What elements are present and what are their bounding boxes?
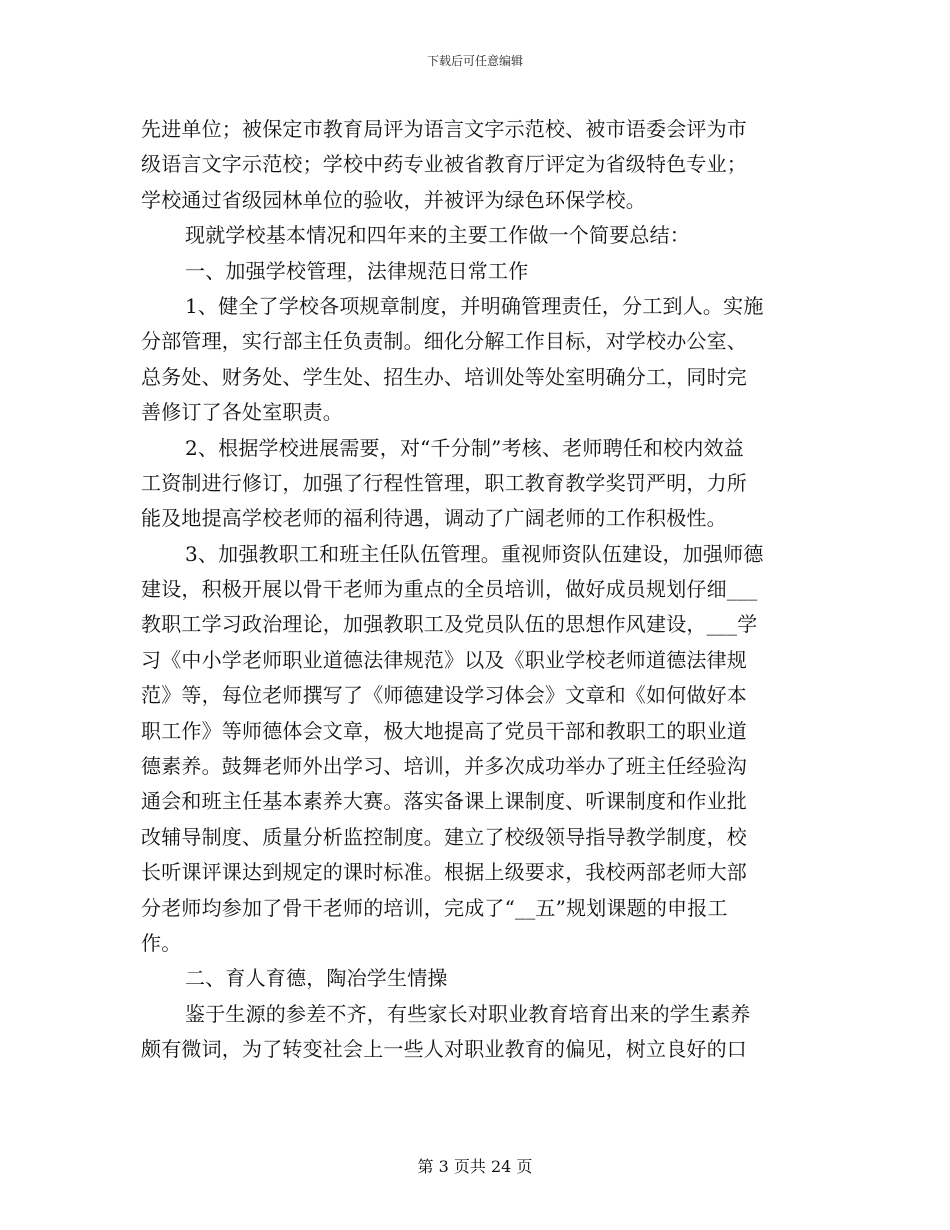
text-line: 教职工学习政治理论，加强教职工及党员队伍的思想作风建设，___学: [141, 612, 758, 637]
text-line: 善修订了各处室职责。: [141, 400, 343, 425]
paragraph-intro: 现就学校基本情况和四年来的主要工作做一个简要总结：: [185, 223, 690, 248]
text-line: 鉴于生源的参差不齐，有些家长对职业教育培育出来的学生素养: [185, 1001, 751, 1026]
text-line: 长听课评课达到规定的课时标准。根据上级要求，我校两部老师大部: [141, 860, 747, 885]
text-line: 分老师均参加了骨干老师的培训，完成了“__五”规划课题的申报工: [141, 895, 728, 920]
text-line: 工资制进行修订，加强了行程性管理，职工教育教学奖罚严明，力所: [141, 470, 747, 495]
text-line: 2、根据学校进展需要，对“千分制”考核、老师聘任和校内效益: [185, 435, 744, 460]
text-line: 范》等，每位老师撰写了《师德建设学习体会》文章和《如何做好本: [141, 683, 747, 708]
section-heading-2: 二、育人育德，陶冶学生情操: [185, 966, 448, 991]
text-line: 1、健全了学校各项规章制度，并明确管理责任，分工到人。实施: [185, 293, 764, 318]
text-line: 先进单位；被保定市教育局评为语言文字示范校、被市语委会评为市: [141, 117, 747, 141]
text-line: 建设，积极开展以骨干老师为重点的全员培训，做好成员规划仔细___: [141, 577, 758, 602]
text-line: 3、加强教职工和班主任队伍管理。重视师资队伍建设，加强师德: [185, 541, 764, 566]
text-line: 能及地提高学校老师的福利待遇，调动了广阔老师的工作积极性。: [141, 506, 727, 531]
text-line: 级语言文字示范校；学校中药专业被省教育厅评定为省级特色专业；: [141, 152, 747, 177]
text-line: 职工作》等师德体会文章，极大地提高了党员干部和教职工的职业道: [141, 718, 747, 743]
text-line: 作。: [141, 930, 182, 955]
text-line: 改辅导制度、质量分析监控制度。建立了校级领导指导教学制度，校: [141, 824, 747, 849]
page-header-note: 下载后可任意编辑: [426, 54, 523, 68]
text-line: 分部管理，实行部主任负责制。细化分解工作目标，对学校办公室、: [141, 329, 747, 354]
text-line: 学校通过省级园林单位的验收，并被评为绿色环保学校。: [141, 187, 646, 212]
text-line: 习《中小学老师职业道德法律规范》以及《职业学校老师道德法律规: [141, 647, 747, 672]
page-number: 第 3 页共 24 页: [417, 1157, 533, 1176]
text-line: 总务处、财务处、学生处、招生办、培训处等处室明确分工，同时完: [141, 364, 747, 389]
text-line: 德素养。鼓舞老师外出学习、培训，并多次成功举办了班主任经验沟: [141, 754, 747, 779]
section-heading-1: 一、加强学校管理，法律规范日常工作: [185, 258, 529, 283]
text-line: 通会和班主任基本素养大赛。落实备课上课制度、听课制度和作业批: [141, 789, 747, 814]
text-line: 颇有微词，为了转变社会上一些人对职业教育的偏见，树立良好的口: [141, 1037, 747, 1062]
document-body: [141, 112, 813, 1068]
